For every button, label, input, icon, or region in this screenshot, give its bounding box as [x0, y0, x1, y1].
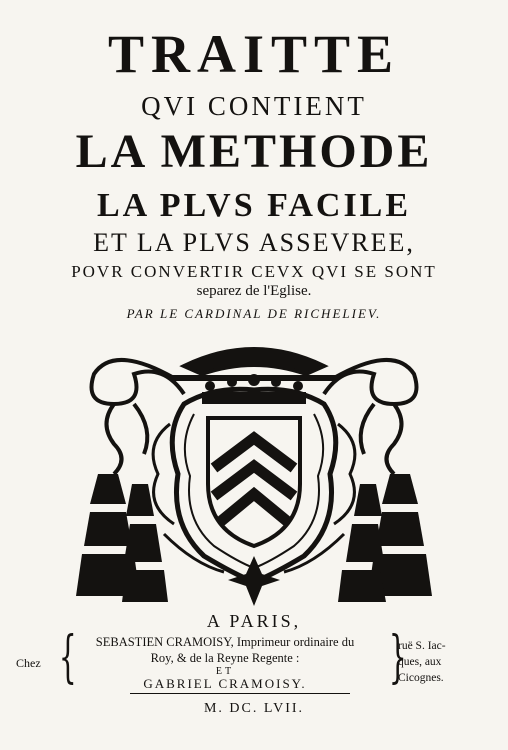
author-line: PAR LE CARDINAL DE RICHELIEV.	[126, 306, 382, 321]
title-traitte: TRAITTE	[107, 24, 401, 84]
imprint-printer1-line2: Roy, & de la Reyne Regente :	[150, 651, 300, 665]
imprint-printer2: GABRIEL CRAMOISY.	[143, 676, 307, 691]
imprint-rule	[130, 693, 350, 694]
imprint-chez: Chez	[16, 656, 41, 670]
cardinal-coat-of-arms-icon	[74, 334, 434, 610]
imprint-address-line2: ques, aux	[398, 656, 442, 668]
imprint-year: M. DC. LVII.	[203, 701, 305, 716]
imprint-city: A PARIS,	[206, 611, 302, 631]
imprint-et: ET	[215, 666, 235, 677]
right-brace-icon: }	[388, 625, 407, 690]
left-brace-icon: {	[58, 625, 77, 690]
imprint-address-line3: Cicognes.	[398, 672, 444, 684]
title-la-plus-facile: LA PLVS FACILE	[96, 187, 412, 224]
title-la-methode: LA METHODE	[75, 125, 433, 178]
title-pour-convertir: POVR CONVERTIR CEVX QVI SE SONT	[71, 262, 437, 281]
title-separez: separez de l'Eglise.	[196, 283, 312, 299]
title-qui-contient: QVI CONTIENT	[141, 91, 367, 121]
imprint-printer1-line1: SEBASTIEN CRAMOISY, Imprimeur ordinaire du	[95, 635, 355, 649]
imprint-address-line1: ruë S. Iac-	[398, 640, 446, 652]
title-la-plus-asseuree: ET LA PLVS ASSEVREE,	[93, 228, 415, 257]
